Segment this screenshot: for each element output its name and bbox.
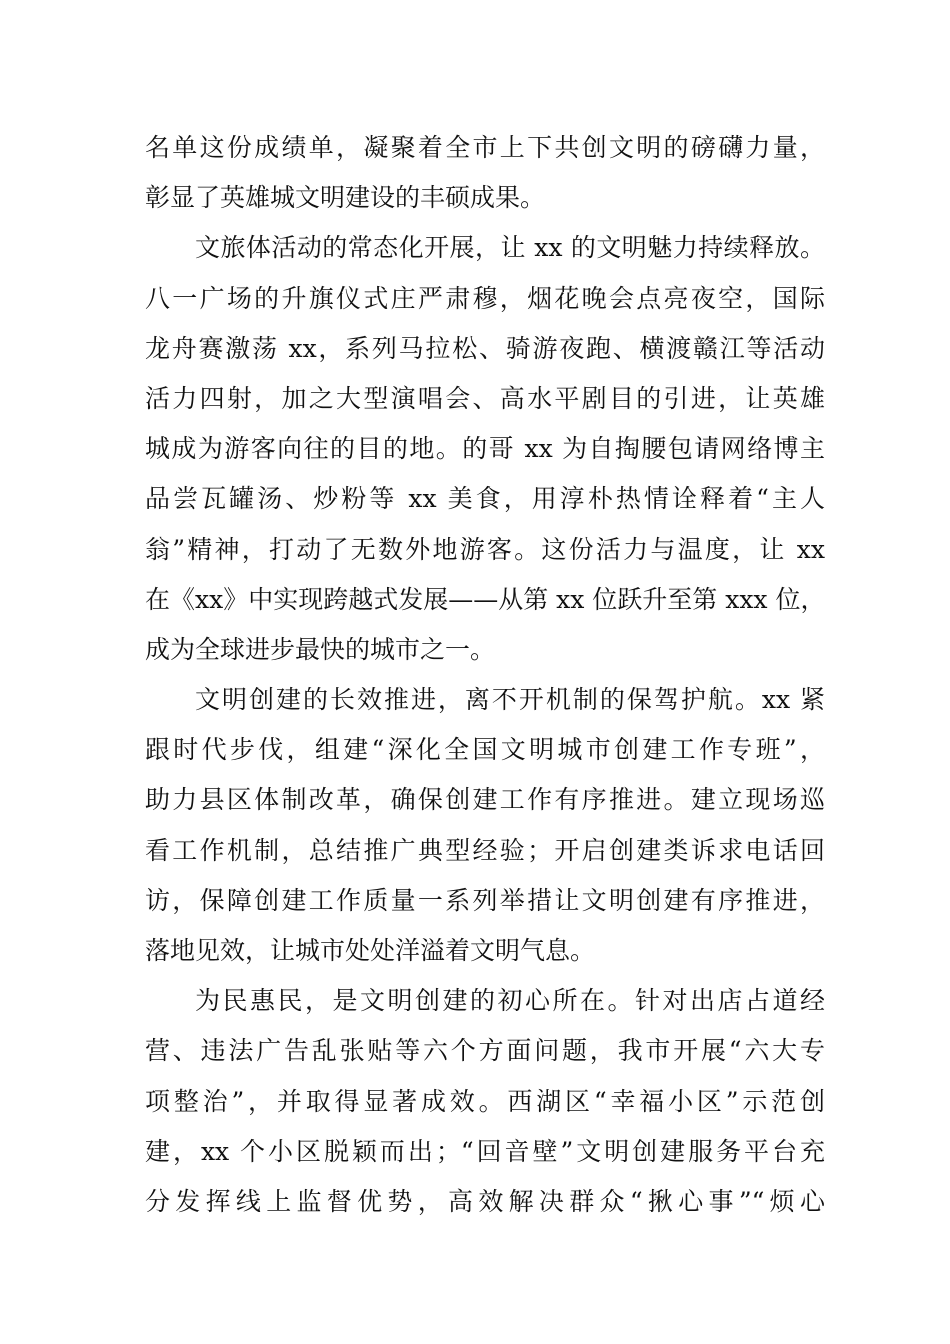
text-line: 八一广场的升旗仪式庄严肃穆，烟花晚会点亮夜空，国际 [145,283,825,313]
text-line: 成为全球进步最快的城市之一。 [145,634,496,664]
text-line: 翁”精神，打动了无数外地游客。这份活力与温度，让 xx [145,534,825,564]
text-line: 城成为游客向往的目的地。的哥 xx 为自掏腰包请网络博主 [145,434,825,464]
text-line: 跟时代步伐，组建“深化全国文明城市创建工作专班”， [145,735,825,765]
text-line: 项整治”，并取得显著成效。西湖区“幸福小区”示范创 [145,1086,825,1116]
text-line: 营、违法广告乱张贴等六个方面问题，我市开展“六大专 [145,1036,825,1066]
text-line: 助力县区体制改革，确保创建工作有序推进。建立现场巡 [145,785,825,815]
paragraph-first-line: 为民惠民，是文明创建的初心所在。针对出店占道经 [195,986,825,1016]
text-line: 活力四射，加之大型演唱会、高水平剧目的引进，让英雄 [145,383,825,413]
text-line: 龙舟赛激荡 xx，系列马拉松、骑游夜跑、横渡赣江等活动 [145,333,825,363]
text-line: 访，保障创建工作质量一系列举措让文明创建有序推进， [145,885,825,915]
text-line: 看工作机制，总结推广典型经验；开启创建类诉求电话回 [145,835,825,865]
text-line: 品尝瓦罐汤、炒粉等 xx 美食，用淳朴热情诠释着“主人 [145,484,825,514]
text-line: 落地见效，让城市处处洋溢着文明气息。 [145,936,596,965]
paragraph-first-line: 文明创建的长效推进，离不开机制的保驾护航。xx 紧 [195,685,825,715]
text-line: 分发挥线上监督优势，高效解决群众“揪心事”“烦心 [145,1186,825,1216]
document-body [145,123,825,1227]
text-line: 名单这份成绩单，凝聚着全市上下共创文明的磅礴力量， [145,133,825,162]
text-line: 在《xx》中实现跨越式发展——从第 xx 位跃升至第 xxx 位， [145,584,826,614]
paragraph-first-line: 文旅体活动的常态化开展，让 xx 的文明魅力持续释放。 [195,233,825,263]
text-line: 彰显了英雄城文明建设的丰硕成果。 [145,183,546,213]
text-line: 建，xx 个小区脱颖而出；“回音壁”文明创建服务平台充 [145,1136,825,1166]
